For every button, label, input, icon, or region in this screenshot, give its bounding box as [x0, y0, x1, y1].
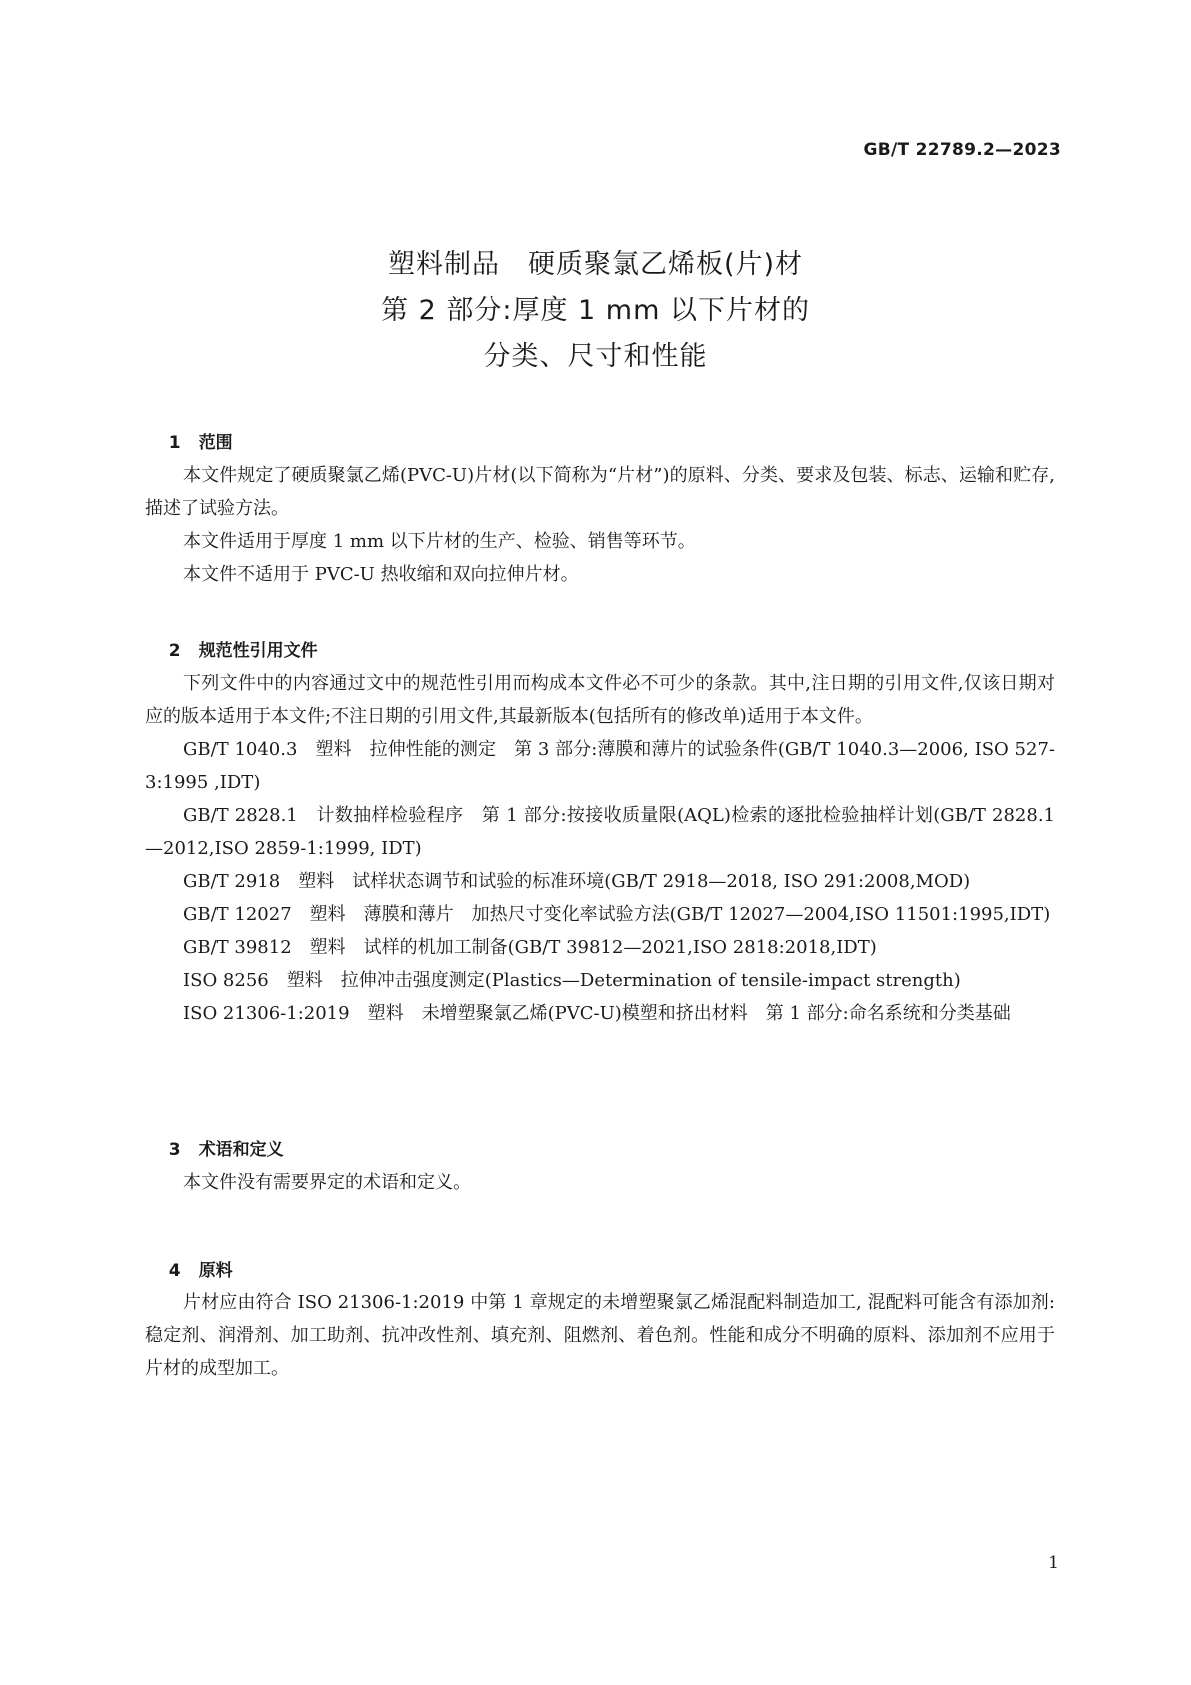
section-3-body — [145, 1166, 1055, 1199]
reference-item: GB/T 1040.3 塑料 拉伸性能的测定 第 3 部分:薄膜和薄片的试验条件(GB/T 1040.3—2006, ISO 527-3:1995 ,IDT) — [145, 739, 1055, 793]
section-title: 原料 — [198, 1261, 233, 1281]
paragraph: 本文件没有需要界定的术语和定义。 — [183, 1172, 471, 1193]
standard-code: GB/T 22789.2—2023 — [863, 140, 1061, 160]
reference-item: ISO 8256 塑料 拉伸冲击强度测定(Plastics—Determination of tensile-impact strength) — [183, 970, 961, 991]
reference-item: GB/T 12027 塑料 薄膜和薄片 加热尺寸变化率试验方法(GB/T 12027—2004,ISO 11501:1995,IDT) — [183, 904, 1051, 925]
paragraph: 本文件适用于厚度 1 mm 以下片材的生产、检验、销售等环节。 — [183, 531, 696, 552]
section-number: 4 — [168, 1261, 181, 1281]
reference-item: GB/T 2828.1 计数抽样检验程序 第 1 部分:按接收质量限(AQL)检索的逐批检验抽样计划(GB/T 2828.1—2012,ISO 2859-1:1999, IDT) — [145, 805, 1055, 859]
page-number: 1 — [1048, 1553, 1059, 1573]
section-number: 3 — [168, 1140, 181, 1160]
section-number: 1 — [168, 433, 181, 453]
section-title: 术语和定义 — [198, 1140, 284, 1160]
paragraph: 片材应由符合 ISO 21306-1:2019 中第 1 章规定的未增塑聚氯乙烯混配料制造加工, 混配料可能含有添加剂: 稳定剂、润滑剂、加工助剂、抗冲改性剂、填充剂、阻燃剂、着色剂。性能和成分不明确的原料、添加剂不应用于片材的成型加工。 — [145, 1292, 1055, 1379]
title-line-2: 第 2 部分:厚度 1 mm 以下片材的 — [381, 295, 810, 326]
section-4-body — [145, 1286, 1055, 1385]
reference-item: ISO 21306-1:2019 塑料 未增塑聚氯乙烯(PVC-U)模塑和挤出材料 第 1 部分:命名系统和分类基础 — [183, 1003, 1011, 1024]
reference-item: GB/T 2918 塑料 试样状态调节和试验的标准环境(GB/T 2918—2018, ISO 291:2008,MOD) — [183, 871, 971, 892]
paragraph: 本文件不适用于 PVC-U 热收缩和双向拉伸片材。 — [183, 564, 579, 585]
paragraph: 下列文件中的内容通过文中的规范性引用而构成本文件必不可少的条款。其中,注日期的引用文件,仅该日期对应的版本适用于本文件;不注日期的引用文件,其最新版本(包括所有的修改单)适用于本文件。 — [145, 673, 1055, 727]
document-title — [0, 242, 1191, 380]
section-2-body — [145, 667, 1055, 1030]
paragraph: 本文件规定了硬质聚氯乙烯(PVC-U)片材(以下简称为“片材”)的原料、分类、要求及包装、标志、运输和贮存,描述了试验方法。 — [145, 465, 1055, 519]
section-title: 规范性引用文件 — [198, 641, 318, 661]
section-title: 范围 — [198, 433, 233, 453]
section-number: 2 — [168, 641, 181, 661]
reference-item: GB/T 39812 塑料 试样的机加工制备(GB/T 39812—2021,ISO 2818:2018,IDT) — [183, 937, 877, 958]
title-line-1: 塑料制品 硬质聚氯乙烯板(片)材 — [387, 249, 804, 280]
section-1-body — [145, 459, 1055, 591]
title-line-3: 分类、尺寸和性能 — [483, 341, 708, 372]
